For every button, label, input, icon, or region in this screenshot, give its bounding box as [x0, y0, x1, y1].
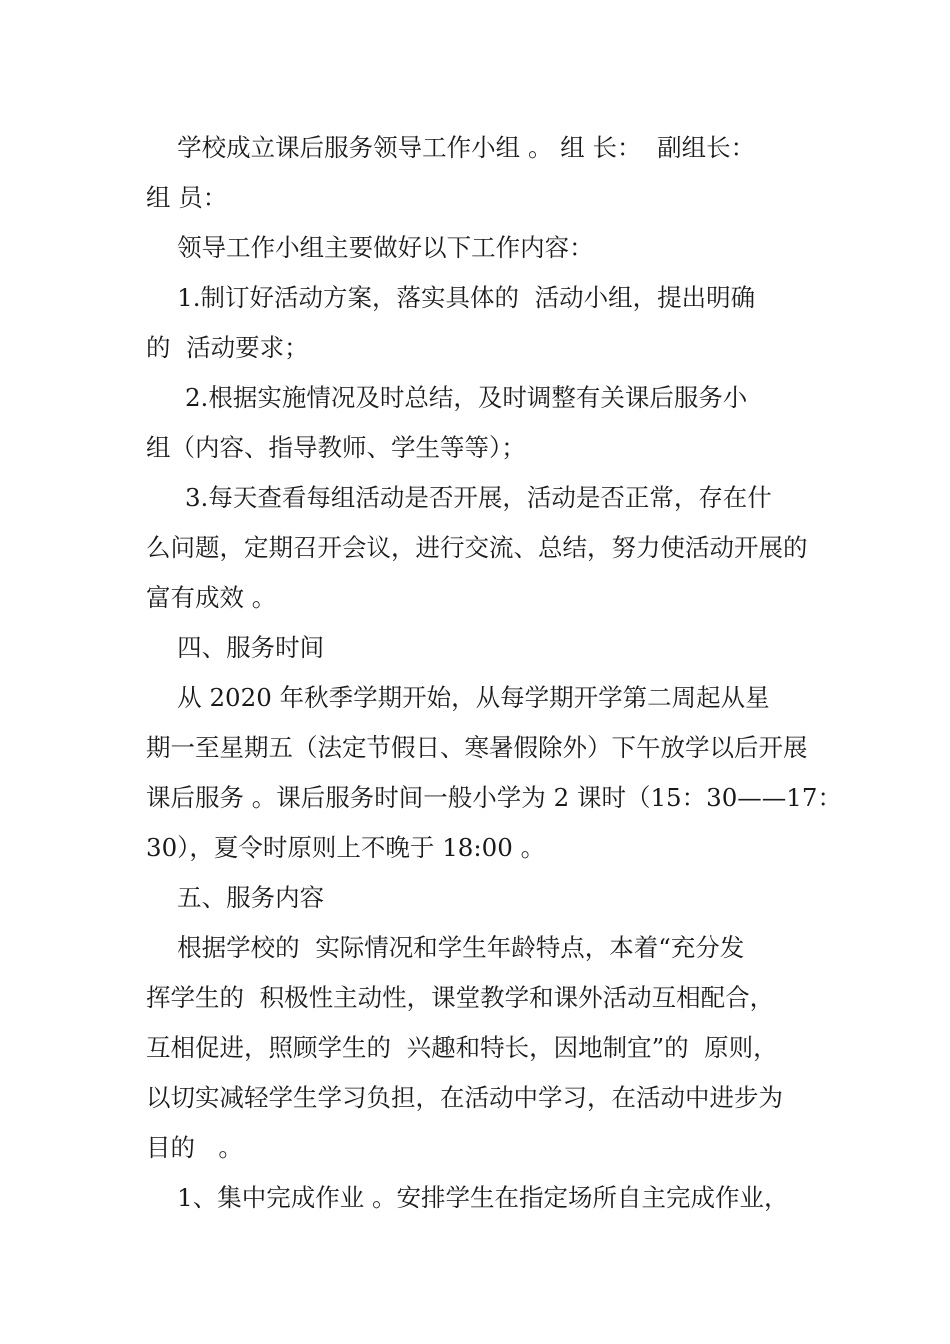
text-line: 么问题，定期召开会议，进行交流、总结，努力使活动开展的 [146, 533, 808, 562]
text-line: 富有成效 。 [146, 583, 277, 612]
text-line: 领导工作小组主要做好以下工作内容： [146, 233, 594, 262]
text-line: 目的 。 [146, 1133, 243, 1162]
text-line: 根据学校的 实际情况和学生年龄特点，本着“充分发 [146, 933, 745, 962]
text-line: 互相促进，照顾学生的 兴趣和特长，因地制宜”的 原则， [146, 1033, 778, 1062]
text-line: 30），夏令时原则上不晚于 18:00 。 [146, 833, 546, 862]
text-line: 期一至星期五（法定节假日、寒暑假除外）下午放学以后开展 [146, 733, 808, 762]
text-line: 以切实减轻学生学习负担，在活动中学习，在活动中进步为 [146, 1083, 783, 1112]
text-line: 组 员： [146, 183, 228, 212]
text-line: 课后服务 。课后服务时间一般小学为 2 课时（15：30——17： [146, 783, 842, 812]
text-line: 挥学生的 积极性主动性，课堂教学和课外活动互相配合， [146, 983, 775, 1012]
text-line: 1、集中完成作业 。安排学生在指定场所自主完成作业， [146, 1183, 789, 1212]
section-heading: 四、服务时间 [146, 633, 325, 662]
section-heading: 五、服务内容 [146, 883, 325, 912]
text-line: 学校成立课后服务领导工作小组 。 组 长： 副组长： [146, 133, 756, 162]
text-line: 1.制订好活动方案，落实具体的 活动小组，提出明确 [146, 283, 756, 312]
text-line: 从 2020 年秋季学期开始，从每学期开学第二周起从星 [146, 683, 770, 712]
text-line: 组（内容、指导教师、学生等等）； [146, 433, 526, 462]
text-line: 的 活动要求； [146, 333, 309, 362]
text-line: 2.根据实施情况及时总结，及时调整有关课后服务小 [146, 383, 748, 412]
text-line: 3.每天查看每组活动是否开展，活动是否正常，存在什 [146, 483, 772, 512]
